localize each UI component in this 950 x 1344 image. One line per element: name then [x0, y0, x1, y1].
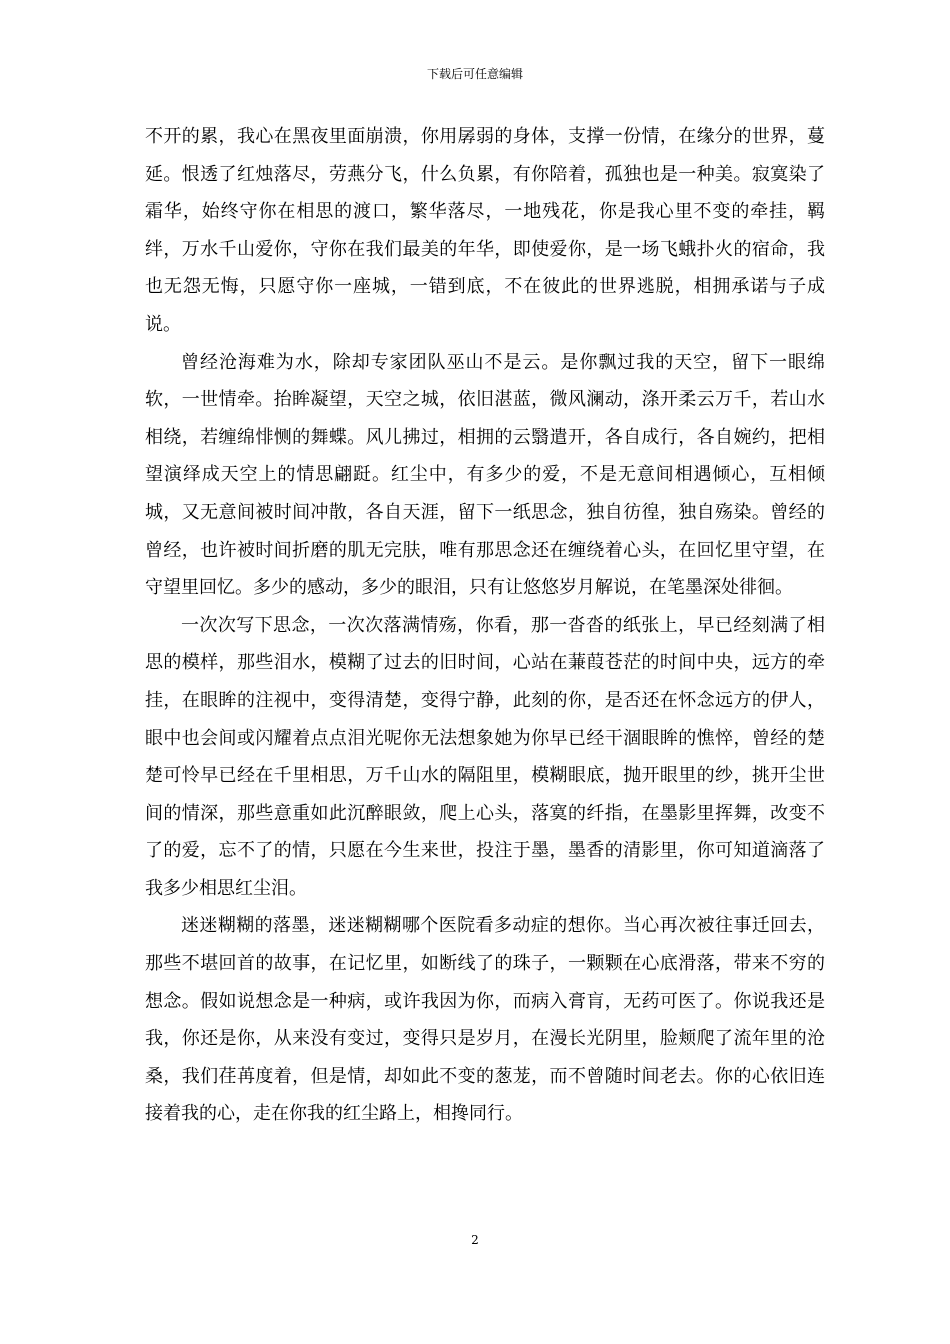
- document-body: [145, 118, 825, 1133]
- page-number: 2: [471, 1233, 479, 1247]
- page-header: 下载后可任意编辑: [426, 67, 523, 81]
- paragraph-3: 一次次写下思念，一次次落满情殇，你看，那一沓沓的纸张上，早已经刻满了相思的模样，那些泪水，模糊了过去的旧时间，心站在蒹葭苍茫的时间中央，远方的牵挂，在眼眸的注视中，变得清楚，变得宁静，此刻的你，是否还在怀念远方的伊人，眼中也会间或闪耀着点点泪光呢你无法想象她为你早已经干涸眼眸的憔悴，曾经的楚楚可怜早已经在千里相思，万千山水的隔阻里，模糊眼底，抛开眼里的纱，挑开尘世间的情深，那些意重如此沉醉眼敛，爬上心头，落寞的纤指，在墨影里挥舞，改变不了的爱，忘不了的情，只愿在今生来世，投注于墨，墨香的清影里，你可知道滴落了我多少相思红尘泪。: [145, 614, 825, 899]
- paragraph-1: 不开的累，我心在黑夜里面崩溃，你用孱弱的身体，支撑一份情，在缘分的世界，蔓延。恨透了红烛落尽，劳燕分飞，什么负累，有你陪着，孤独也是一种美。寂寞染了霜华，始终守你在相思的渡口，繁华落尽，一地残花，你是我心里不变的牵挂，羁绊，万水千山爱你，守你在我们最美的年华，即使爱你，是一场飞蛾扑火的宿命，我也无怨无悔，只愿守你一座城，一错到底，不在彼此的世界逃脱，相拥承诺与子成说。: [145, 126, 825, 335]
- paragraph-4: 迷迷糊糊的落墨，迷迷糊糊哪个医院看多动症的想你。当心再次被往事迁回去，那些不堪回首的故事，在记忆里，如断线了的珠子，一颗颗在心底滑落，带来不穷的想念。假如说想念是一种病，或许我因为你，而病入膏肓，无药可医了。你说我还是我，你还是你，从来没有变过，变得只是岁月，在漫长光阴里，脸颊爬了流年里的沧桑，我们荏苒度着，但是情，却如此不变的葱茏，而不曾随时间老去。你的心依旧连接着我的心，走在你我的红尘路上，相搀同行。: [145, 915, 825, 1125]
- paragraph-2: 曾经沧海难为水，除却专家团队巫山不是云。是你飘过我的天空，留下一眼绵软，一世情牵。抬眸凝望，天空之城，依旧湛蓝，微风澜动，涤开柔云万千，若山水相绕，若缠绵悱恻的舞蝶。风儿拂过，相拥的云翳遣开，各自成行，各自婉约，把相望演绎成天空上的情思翩跹。红尘中，有多少的爱，不是无意间相遇倾心，互相倾城，又无意间被时间冲散，各自天涯，留下一纸思念，独自彷徨，独自殇染。曾经的曾经，也许被时间折磨的肌无完肤，唯有那思念还在缠绕着心头，在回忆里守望，在守望里回忆。多少的感动，多少的眼泪，只有让悠悠岁月解说，在笔墨深处徘徊。: [145, 351, 825, 599]
